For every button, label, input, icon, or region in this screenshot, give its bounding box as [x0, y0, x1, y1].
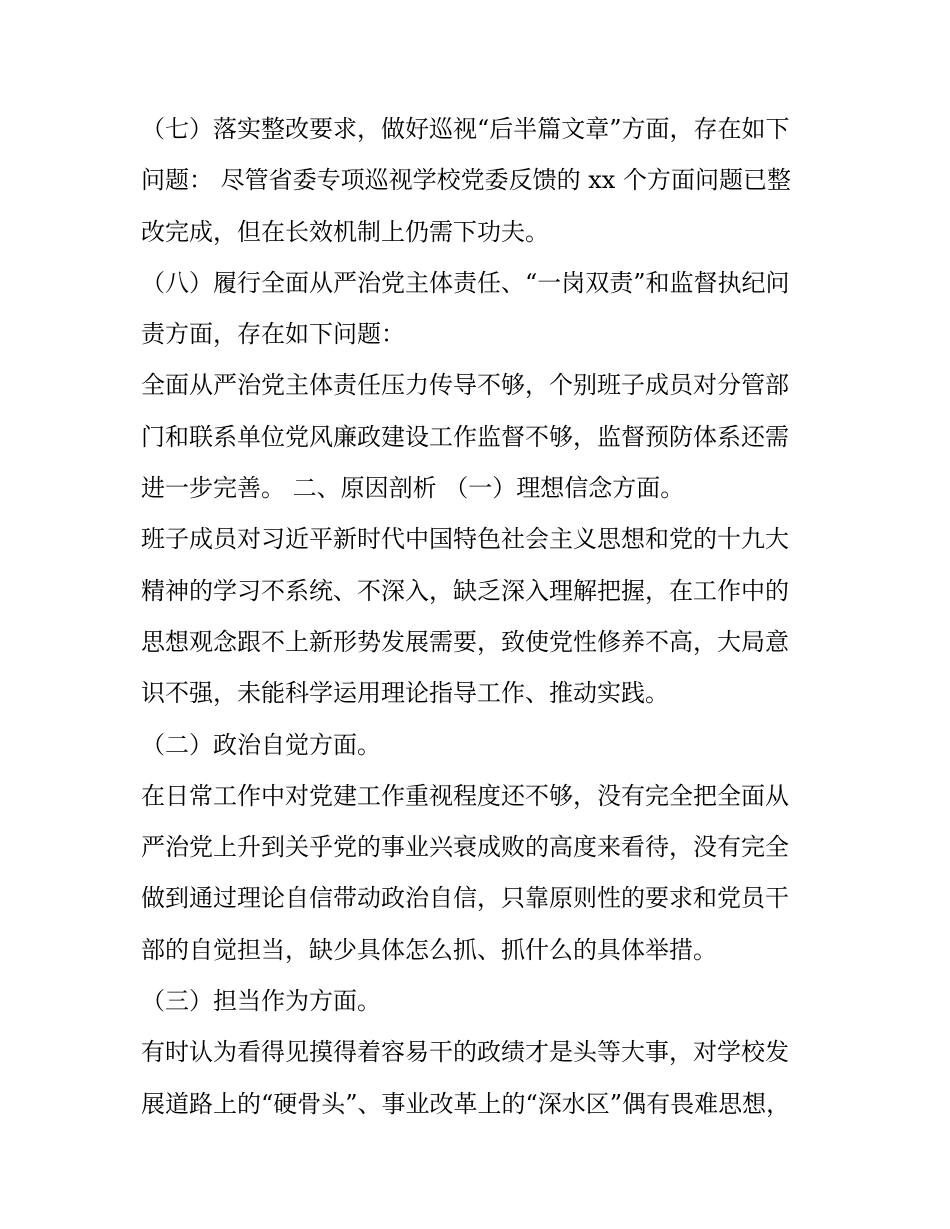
text-line: 有时认为看得见摸得着容易干的政绩才是头等大事，对学校发	[141, 1038, 789, 1067]
text-line: 做到通过理论自信带动政治自信，只靠原则性的要求和党员干	[141, 884, 789, 913]
text-line: 进一步完善。 二、原因剖析 （一）理想信念方面。	[141, 474, 685, 503]
text-line: 展道路上的“硬骨头”、事业改革上的“深水区”偶有畏难思想，	[141, 1089, 791, 1118]
text-line: （三）担当作为方面。	[141, 987, 381, 1016]
text-line: 改完成，但在长效机制上仍需下功夫。	[141, 217, 549, 246]
text-line: 严治党上升到关乎党的事业兴衰成败的高度来看待，没有完全	[141, 833, 789, 862]
text-line: 部的自觉担当，缺少具体怎么抓、抓什么的具体举措。	[141, 935, 717, 964]
text-line: （七）落实整改要求，做好巡视“后半篇文章”方面，存在如下	[141, 115, 790, 143]
text-line: （八）履行全面从严治党主体责任、“一岗双责”和监督执纪问	[141, 268, 790, 297]
text-line: 问题： 尽管省委专项巡视学校党委反馈的 xx 个方面问题已整	[141, 166, 791, 195]
text-line: 班子成员对习近平新时代中国特色社会主义思想和党的十九大	[141, 525, 789, 554]
document-body	[141, 104, 821, 1130]
text-line: 在日常工作中对党建工作重视程度还不够，没有完全把全面从	[141, 781, 789, 810]
text-line: （二）政治自觉方面。	[141, 730, 381, 759]
text-line: 责方面，存在如下问题：	[141, 320, 405, 349]
text-line: 思想观念跟不上新形势发展需要，致使党性修养不高，大局意	[141, 627, 789, 656]
text-line: 门和联系单位党风廉政建设工作监督不够，监督预防体系还需	[141, 422, 789, 451]
text-line: 精神的学习不系统、不深入，缺乏深入理解把握，在工作中的	[141, 576, 789, 605]
text-line: 识不强，未能科学运用理论指导工作、推动实践。	[141, 679, 669, 708]
text-line: 全面从严治党主体责任压力传导不够，个别班子成员对分管部	[141, 371, 789, 400]
